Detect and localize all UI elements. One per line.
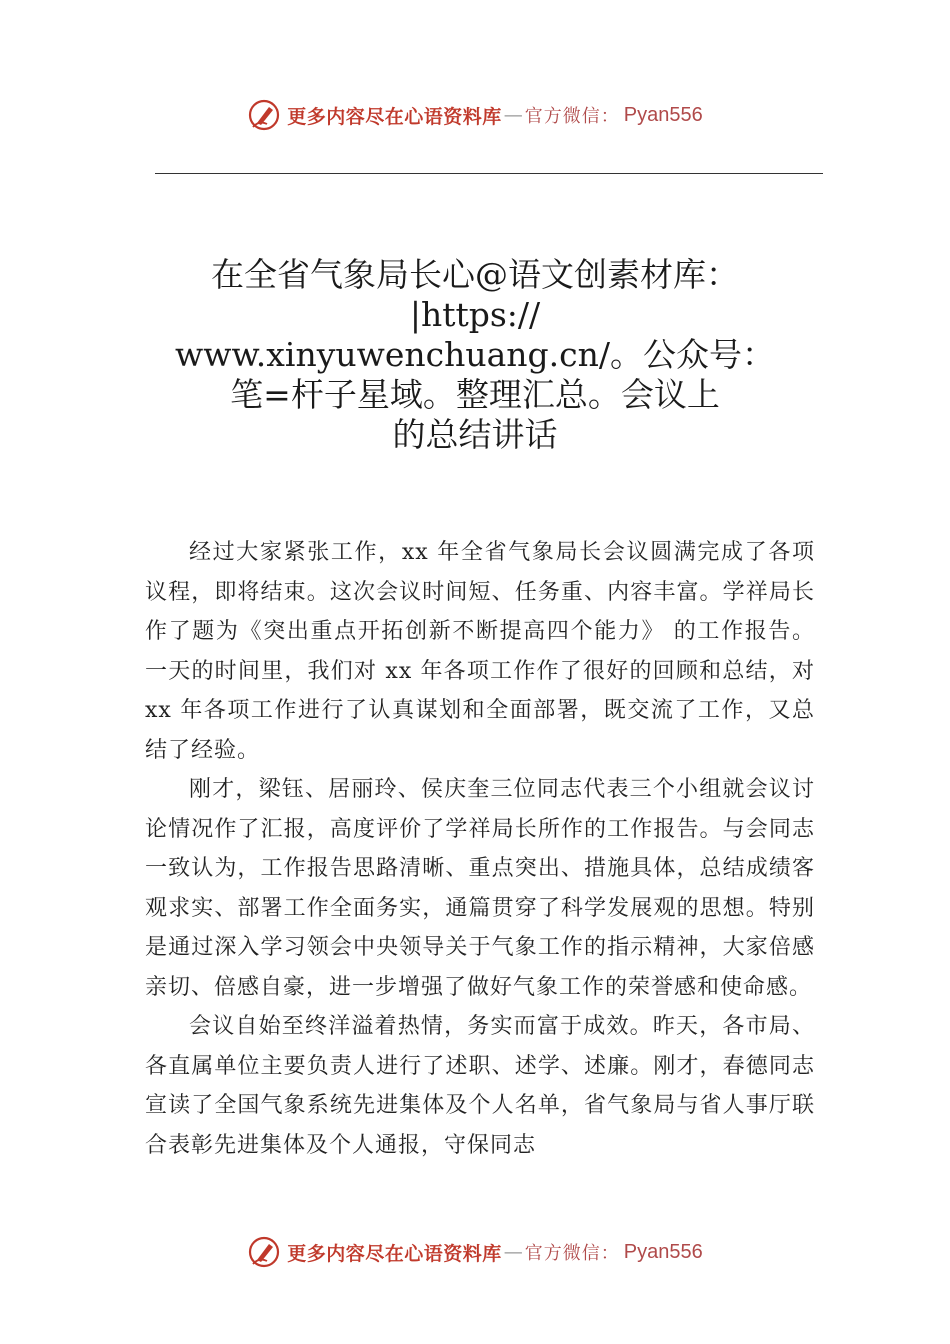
- footer-wechat-label: 官方微信：: [524, 1243, 620, 1264]
- header-site-text: 更多内容尽在心语资料库: [287, 105, 502, 128]
- pen-logo-icon: [247, 98, 281, 132]
- header-wechat-id: Pyan556: [623, 103, 703, 126]
- header-banner: [0, 95, 950, 135]
- footer-wechat-id: Pyan556: [623, 1240, 703, 1263]
- pen-logo-icon: [247, 1235, 281, 1269]
- paragraph-2: 刚才，梁钰、居丽玲、侯庆奎三位同志代表三个小组就会议讨论情况作了汇报，高度评价了学祥局长所作的工作报告。与会同志一致认为，工作报告思路清晰、重点突出、措施具体，总结成绩客观求实、部署工作全面务实，通篇贯穿了科学发展观的思想。特别是通过深入学习领会中央领导关于气象工作的指示精神，大家倍感亲切、倍感自豪，进一步增强了做好气象工作的荣誉感和使命感。: [145, 777, 815, 1000]
- title-line-3: www.xinyuwenchuang.cn/。公众号：: [174, 335, 776, 374]
- title-line-1: 在全省气象局长心@语文创素材库：: [211, 255, 739, 294]
- footer-site-text: 更多内容尽在心语资料库: [287, 1242, 502, 1265]
- document-body: [145, 533, 815, 1165]
- title-line-5: 的总结讲话: [392, 415, 558, 454]
- header-wechat-label: 官方微信：: [524, 106, 620, 127]
- paragraph-3: 会议自始至终洋溢着热情，务实而富于成效。昨天，各市局、各直属单位主要负责人进行了述职、述学、述廉。刚才，春德同志宣读了全国气象系统先进集体及个人名单，省气象局与省人事厅联合表彰先进集体及个人通报，守保同志: [145, 1014, 815, 1158]
- header-divider: [155, 173, 823, 174]
- header-separator: —: [503, 104, 523, 126]
- footer-separator: —: [503, 1241, 523, 1263]
- footer-banner: [0, 1232, 950, 1272]
- paragraph-1: 经过大家紧张工作，xx 年全省气象局长会议圆满完成了各项议程，即将结束。这次会议时间短、任务重、内容丰富。学祥局长作了题为《突出重点开拓创新不断提高四个能力》 的工作报告。一天的时间里，我们对 xx 年各项工作作了很好的回顾和总结，对 xx 年各项工作进行了认真谋划和全面部署，既交流了工作，又总结了经验。: [145, 540, 815, 763]
- title-line-4: 笔=杆子星域。整理汇总。会议上: [230, 375, 720, 414]
- document-title: [150, 255, 800, 455]
- title-line-2: |https://: [409, 295, 541, 334]
